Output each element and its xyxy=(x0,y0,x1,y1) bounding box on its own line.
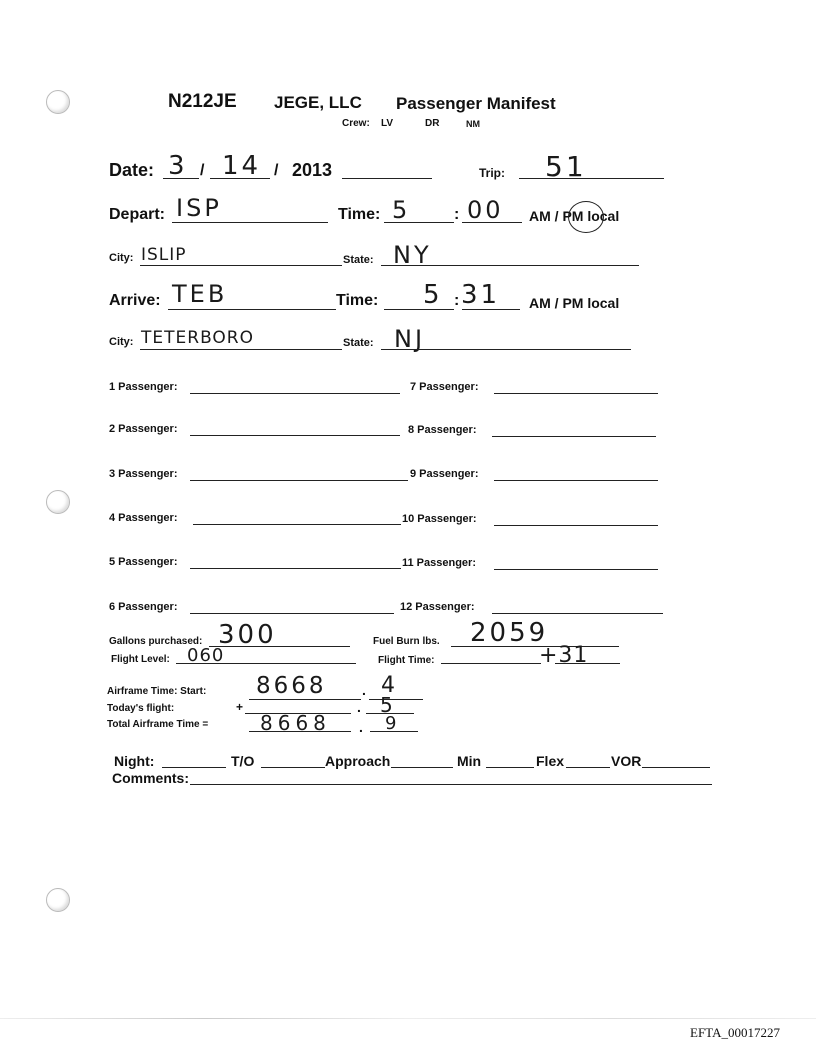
date-slash-1: / xyxy=(200,162,205,179)
passenger-line xyxy=(190,393,400,394)
total-airframe-decimal: 9 xyxy=(385,713,400,734)
flight-level-value: 060 xyxy=(187,645,225,666)
depart-hour-line xyxy=(384,222,454,223)
date-day: 14 xyxy=(222,151,262,181)
date-slash-2: / xyxy=(274,162,279,179)
passenger-label: 1 Passenger: xyxy=(109,381,178,393)
scan-edge xyxy=(0,1018,816,1019)
depart-line xyxy=(172,222,328,223)
flight-level-line xyxy=(176,663,356,664)
min-label: Min xyxy=(457,753,482,769)
date-year-line xyxy=(342,178,432,179)
tail-number: N212JE xyxy=(168,91,237,112)
airframe-start-dot: . xyxy=(362,682,366,698)
passenger-label: 7 Passenger: xyxy=(410,381,479,393)
arrive-colon: : xyxy=(454,292,460,309)
binder-hole-middle xyxy=(46,490,70,514)
flight-time-line-2 xyxy=(555,663,620,664)
total-airframe-value: 8668 xyxy=(260,711,331,735)
pm-circle xyxy=(568,201,604,233)
depart-minute-line xyxy=(462,222,522,223)
todays-flight-label: Today's flight: xyxy=(107,703,175,714)
binder-hole-top xyxy=(46,90,70,114)
depart-state-label: State: xyxy=(343,254,374,266)
company-name: JEGE, LLC xyxy=(274,93,362,112)
todays-flight-dot: . xyxy=(357,699,361,715)
total-airframe-line xyxy=(249,731,351,732)
passenger-line xyxy=(492,613,663,614)
total-airframe-dot: . xyxy=(359,719,363,735)
gallons-line xyxy=(209,646,350,647)
date-label: Date: xyxy=(109,160,155,180)
passenger-line xyxy=(190,613,394,614)
crew-1: LV xyxy=(381,118,394,129)
passenger-line xyxy=(494,525,658,526)
passenger-label: 4 Passenger: xyxy=(109,512,178,524)
doc-title: Passenger Manifest xyxy=(396,94,556,113)
arrive-city-label: City: xyxy=(109,336,134,348)
airframe-start-line xyxy=(249,699,361,700)
arrive-minute-line xyxy=(462,309,520,310)
passenger-line xyxy=(193,524,401,525)
night-label: Night: xyxy=(114,753,155,769)
depart-city-line xyxy=(140,265,342,266)
arrive-hour-line xyxy=(384,309,454,310)
depart-state: NY xyxy=(393,241,432,269)
arrive-label: Arrive: xyxy=(109,292,161,309)
fuel-burn-value: 2059 xyxy=(470,618,549,648)
vor-line xyxy=(642,767,710,768)
date-month-line xyxy=(163,178,199,179)
airframe-start-dec-line xyxy=(369,699,423,700)
crew-3: NM xyxy=(466,119,480,129)
flight-time-value: +31 xyxy=(539,643,589,668)
flight-level-label: Flight Level: xyxy=(111,654,170,665)
depart-minute: 00 xyxy=(467,196,504,224)
todays-flight-decimal: 5 xyxy=(380,693,396,717)
approach-label: Approach xyxy=(325,753,391,769)
passenger-label: 2 Passenger: xyxy=(109,423,178,435)
total-airframe-label: Total Airframe Time = xyxy=(107,719,209,730)
trip-line xyxy=(519,178,664,179)
depart-state-line xyxy=(381,265,639,266)
depart-hour: 5 xyxy=(392,196,411,224)
depart-city-label: City: xyxy=(109,252,134,264)
fuel-burn-line xyxy=(451,646,619,647)
vor-label: VOR xyxy=(611,753,642,769)
depart-colon: : xyxy=(454,206,460,223)
arrive-line xyxy=(168,309,336,310)
passenger-line xyxy=(190,435,400,436)
comments-label: Comments: xyxy=(112,770,190,786)
arrive-minute: 31 xyxy=(461,280,501,310)
passenger-line xyxy=(492,436,656,437)
arrive-city-line xyxy=(140,349,342,350)
date-year: 2013 xyxy=(292,160,333,180)
arrive-city: TETERBORO xyxy=(141,328,255,348)
passenger-line xyxy=(494,480,658,481)
depart-ampm: AM / PM local xyxy=(529,208,620,224)
passenger-line xyxy=(494,393,658,394)
flight-time-line xyxy=(441,663,541,664)
passenger-line xyxy=(190,568,401,569)
arrive-hour: 5 xyxy=(423,280,443,310)
airframe-start-decimal: 4 xyxy=(381,673,398,698)
bates-number: EFTA_00017227 xyxy=(690,1025,780,1040)
gallons-label: Gallons purchased: xyxy=(109,636,203,647)
depart-value: ISP xyxy=(176,194,222,222)
trip-value: 51 xyxy=(545,150,587,183)
passenger-line xyxy=(494,569,658,570)
passenger-label: 3 Passenger: xyxy=(109,468,178,480)
passenger-label: 12 Passenger: xyxy=(400,601,475,613)
flex-label: Flex xyxy=(536,753,565,769)
arrive-state-line xyxy=(381,349,631,350)
arrive-ampm: AM / PM local xyxy=(529,295,620,311)
min-line xyxy=(486,767,534,768)
total-airframe-dec-line xyxy=(370,731,418,732)
passenger-label: 11 Passenger: xyxy=(402,557,476,569)
todays-flight-plus: + xyxy=(236,700,244,714)
passenger-label: 10 Passenger: xyxy=(402,513,477,525)
gallons-value: 300 xyxy=(218,620,277,650)
date-month: 3 xyxy=(168,151,188,181)
night-line xyxy=(162,767,226,768)
passenger-label: 6 Passenger: xyxy=(109,601,178,613)
to-line xyxy=(261,767,325,768)
approach-line xyxy=(391,767,453,768)
comments-line xyxy=(190,784,712,785)
fuel-burn-label: Fuel Burn lbs. xyxy=(373,636,440,647)
depart-time-label: Time: xyxy=(338,206,381,223)
to-label: T/O xyxy=(231,753,255,769)
arrive-time-label: Time: xyxy=(336,292,379,309)
date-day-line xyxy=(210,178,270,179)
crew-label: Crew: xyxy=(342,118,370,129)
passenger-line xyxy=(190,480,408,481)
airframe-start-value: 8668 xyxy=(256,673,327,699)
arrive-value: TEB xyxy=(172,280,228,308)
depart-city: ISLIP xyxy=(141,245,187,265)
flight-time-label: Flight Time: xyxy=(378,655,435,666)
trip-label: Trip: xyxy=(479,166,505,180)
passenger-label: 9 Passenger: xyxy=(410,468,479,480)
arrive-state-label: State: xyxy=(343,337,374,349)
binder-hole-bottom xyxy=(46,888,70,912)
airframe-start-label: Airframe Time: Start: xyxy=(107,686,207,697)
arrive-state: NJ xyxy=(394,325,426,353)
passenger-label: 8 Passenger: xyxy=(408,424,477,436)
crew-2: DR xyxy=(425,118,440,129)
passenger-label: 5 Passenger: xyxy=(109,556,178,568)
depart-label: Depart: xyxy=(109,206,166,223)
flex-line xyxy=(566,767,610,768)
